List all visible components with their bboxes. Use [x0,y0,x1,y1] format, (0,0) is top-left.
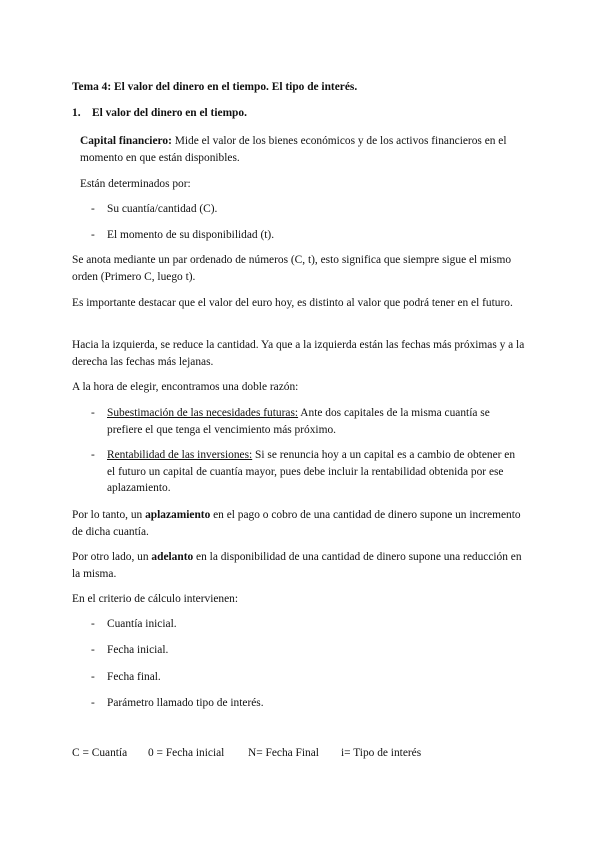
izquierda-paragraph: Hacia la izquierda, se reduce la cantidad. Ya que a la izquierda están las fechas más próximas y a la derecha las fechas más lejanas. [72,339,525,368]
bullet-dash: - [91,229,95,241]
determinados-paragraph: Están determinados por: [80,178,191,190]
section-number: 1. [72,107,81,119]
list-item [91,227,521,244]
capital-financiero-paragraph [80,133,532,166]
bullet-dash: - [91,697,95,709]
list-item [91,669,521,686]
list-item-text: Fecha final. [107,671,161,683]
aplazamiento-term: aplazamiento [145,509,211,521]
list-item [91,405,521,438]
list-item-text: Parámetro llamado tipo de interés. [107,697,264,709]
capital-financiero-term: Capital financiero: [80,135,172,147]
legend-tipo-interes: i= Tipo de interés [341,747,422,759]
document-title: Tema 4: El valor del dinero en el tiempo. El tipo de interés. [72,81,358,93]
bullet-dash: - [91,671,95,683]
elegir-paragraph: A la hora de elegir, encontramos una doble razón: [72,381,299,393]
section-title: El valor del dinero en el tiempo. [92,107,247,119]
legend-cuantia: C = Cuantía [72,747,128,759]
adelanto-paragraph [72,549,532,582]
criterio-paragraph: En el criterio de cálculo intervienen: [72,593,239,605]
aplazamiento-post: en el pago o cobro de una cantidad de dinero supone un incremento de dicha cuantía. [72,509,521,538]
list-item [91,642,521,659]
anota-paragraph: Se anota mediante un par ordenado de números (C, t), esto significa que siempre sigue el mismo orden (Primero C, luego t). [72,254,512,283]
section-heading [72,105,247,122]
adelanto-post: en la disponibilidad de una cantidad de dinero supone una reducción en la misma. [72,551,522,580]
bullet-dash: - [91,203,95,215]
legend-fecha-inicial: 0 = Fecha inicial [148,747,225,759]
bullet-dash: - [91,644,95,656]
razon-term: Rentabilidad de las inversiones: [107,449,253,461]
adelanto-term: adelanto [151,551,194,563]
list-item [91,616,521,633]
bullet-dash: - [91,407,95,419]
list-item-text: Cuantía inicial. [107,618,177,630]
razon-text: Ante dos capitales de la misma cuantía se prefiere el que tenga el vencimiento más próximo. [107,407,490,436]
razon-text: Si se renuncia hoy a un capital es a cambio de obtener en el futuro un capital de cuantía mayor, pues debe incluir la rentabilidad obtenida por ese aplazamiento. [107,449,516,494]
aplazamiento-paragraph [72,507,532,540]
bullet-dash: - [91,449,95,461]
list-item [91,201,521,218]
razon-term: Subestimación de las necesidades futuras: [107,407,299,419]
legend-fecha-final: N= Fecha Final [248,747,319,759]
variables-legend [72,745,421,762]
aplazamiento-pre: Por lo tanto, un [72,509,146,521]
list-item [91,695,521,712]
list-item-text: Fecha inicial. [107,644,169,656]
list-item-text: Su cuantía/cantidad (C). [107,203,218,215]
list-item [91,447,521,497]
importante-paragraph: Es importante destacar que el valor del euro hoy, es distinto al valor que podrá tener en el futuro. [72,297,513,309]
list-item-text: El momento de su disponibilidad (t). [107,229,275,241]
bullet-dash: - [91,618,95,630]
adelanto-pre: Por otro lado, un [72,551,152,563]
capital-financiero-definition: Mide el valor de los bienes económicos y de los activos financieros en el momento en que están disponibles. [80,135,507,164]
